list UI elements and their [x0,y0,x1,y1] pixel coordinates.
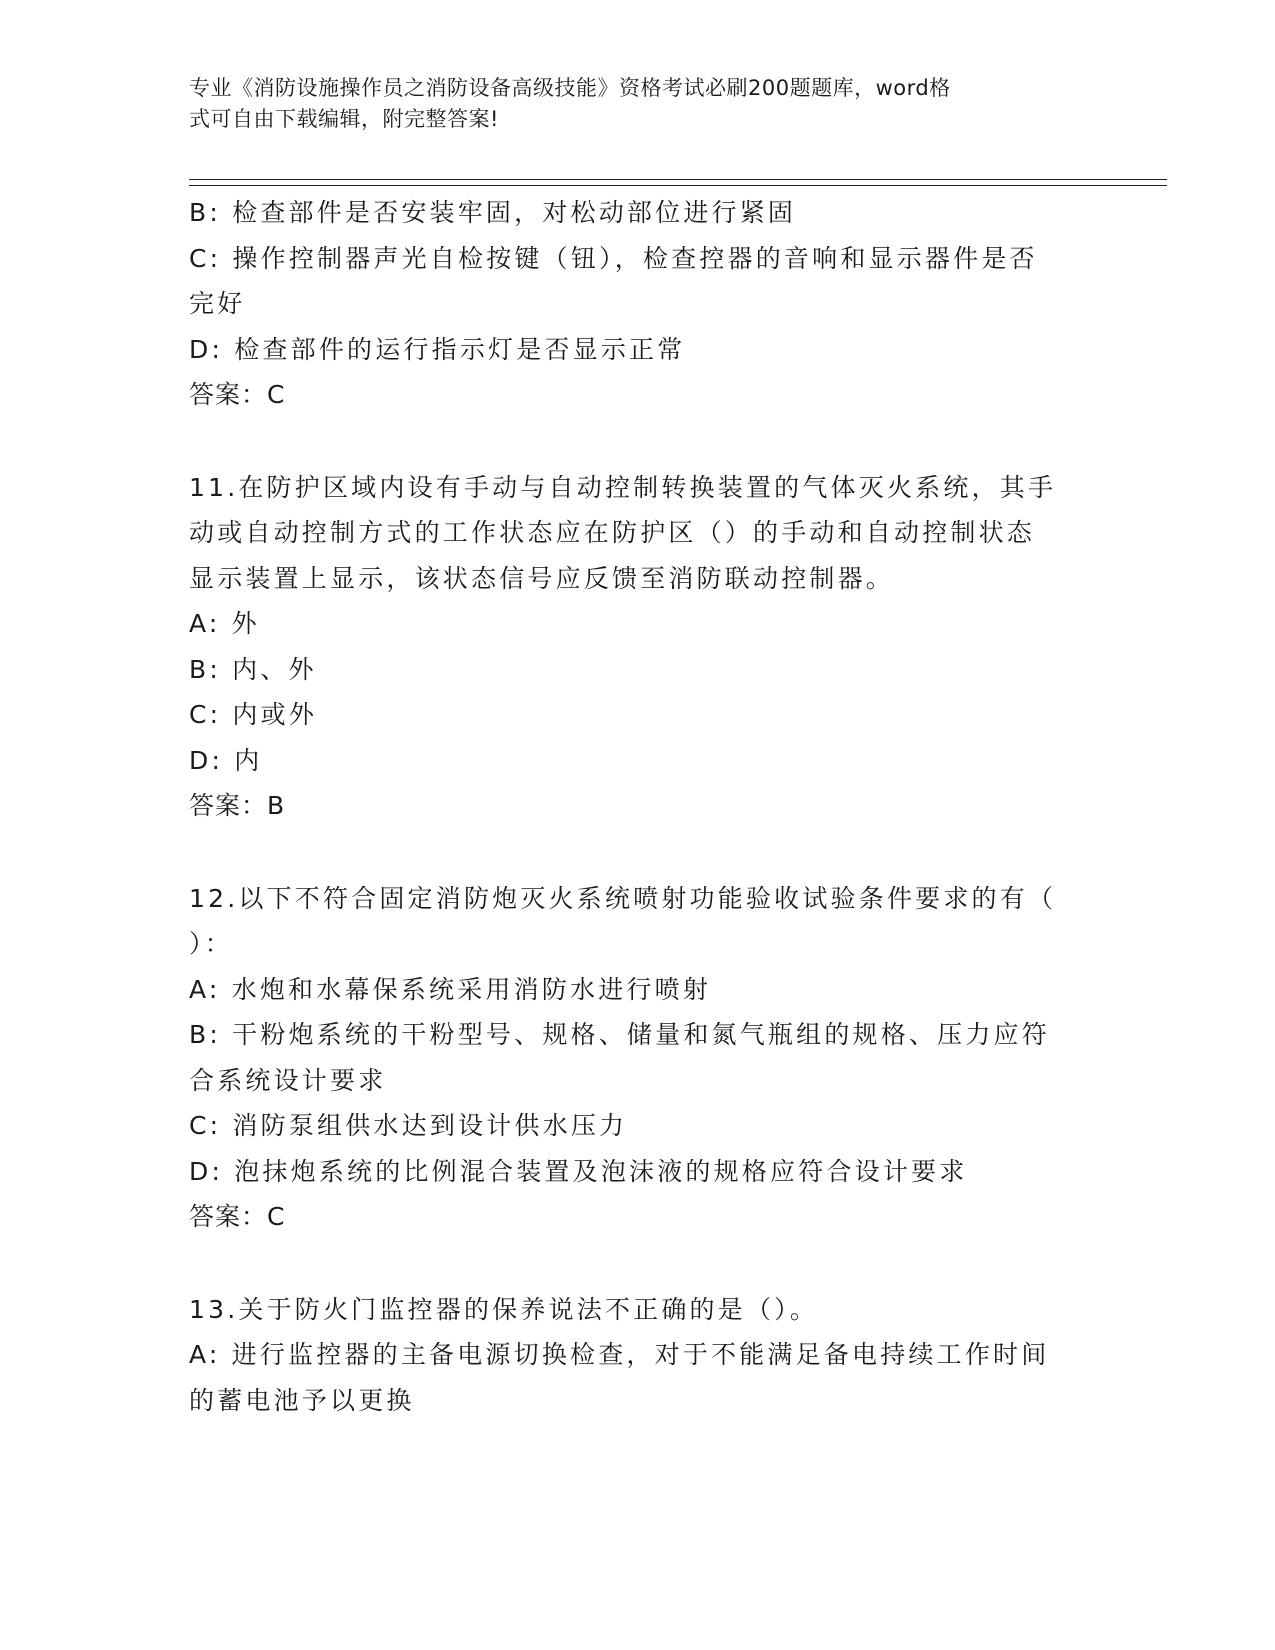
question-stem: 显示装置上显示，该状态信号应反馈至消防联动控制器。 [189,563,895,593]
question-stem: 13.关于防火门监控器的保养说法不正确的是（）。 [189,1294,819,1324]
option-c: C: 内或外 [189,700,318,729]
option-d: D: 内 [189,745,263,775]
option-a: A: 外 [189,609,260,638]
option-c-continued: 完好 [189,289,246,318]
document-header [189,73,1069,135]
option-c: C: 消防泵组供水达到设计供水压力 [189,1111,628,1140]
header-rule [189,185,1167,186]
answer: 答案：C [189,380,286,409]
question-10-tail [189,190,1069,418]
question-stem: 动或自动控制方式的工作状态应在防护区（）的手动和自动控制状态 [189,518,1036,547]
answer: 答案：B [189,791,286,820]
header-rule [189,179,1167,180]
option-b: B: 内、外 [189,654,317,684]
spacer [189,418,1069,465]
answer: 答案：C [189,1202,286,1231]
question-stem: ）： [189,929,233,958]
option-a-continued: 的蓄电池予以更换 [189,1385,415,1415]
question-stem: 11.在防护区域内设有手动与自动控制转换装置的气体灭火系统，其手 [189,472,1057,502]
option-a: A: 水炮和水幕保系统采用消防水进行喷射 [189,974,712,1004]
spacer [189,1240,1069,1287]
question-11 [189,465,1069,829]
option-b: B: 干粉炮系统的干粉型号、规格、储量和氮气瓶组的规格、压力应符 [189,1020,1050,1049]
option-d: D: 检查部件的运行指示灯是否显示正常 [189,334,686,364]
question-stem: 12.以下不符合固定消防炮灭火系统喷射功能验收试验条件要求的有（ [189,883,1057,913]
option-d: D: 泡抹炮系统的比例混合装置及泡沫液的规格应符合设计要求 [189,1156,968,1186]
question-12 [189,876,1069,1240]
option-b-continued: 合系统设计要求 [189,1065,387,1095]
option-a: A: 进行监控器的主备电源切换检查，对于不能满足备电持续工作时间 [189,1340,1050,1369]
question-list [189,190,1069,1423]
spacer [189,829,1069,876]
header-line: 专业《消防设施操作员之消防设备高级技能》资格考试必刷200题题库，word格 [189,76,951,100]
option-b: B: 检查部件是否安装牢固，对松动部位进行紧固 [189,198,797,227]
question-13 [189,1287,1069,1424]
option-c: C: 操作控制器声光自检按键（钮），检查控器的音响和显示器件是否 [189,243,1038,273]
header-line: 式可自由下载编辑，附完整答案! [189,107,499,131]
